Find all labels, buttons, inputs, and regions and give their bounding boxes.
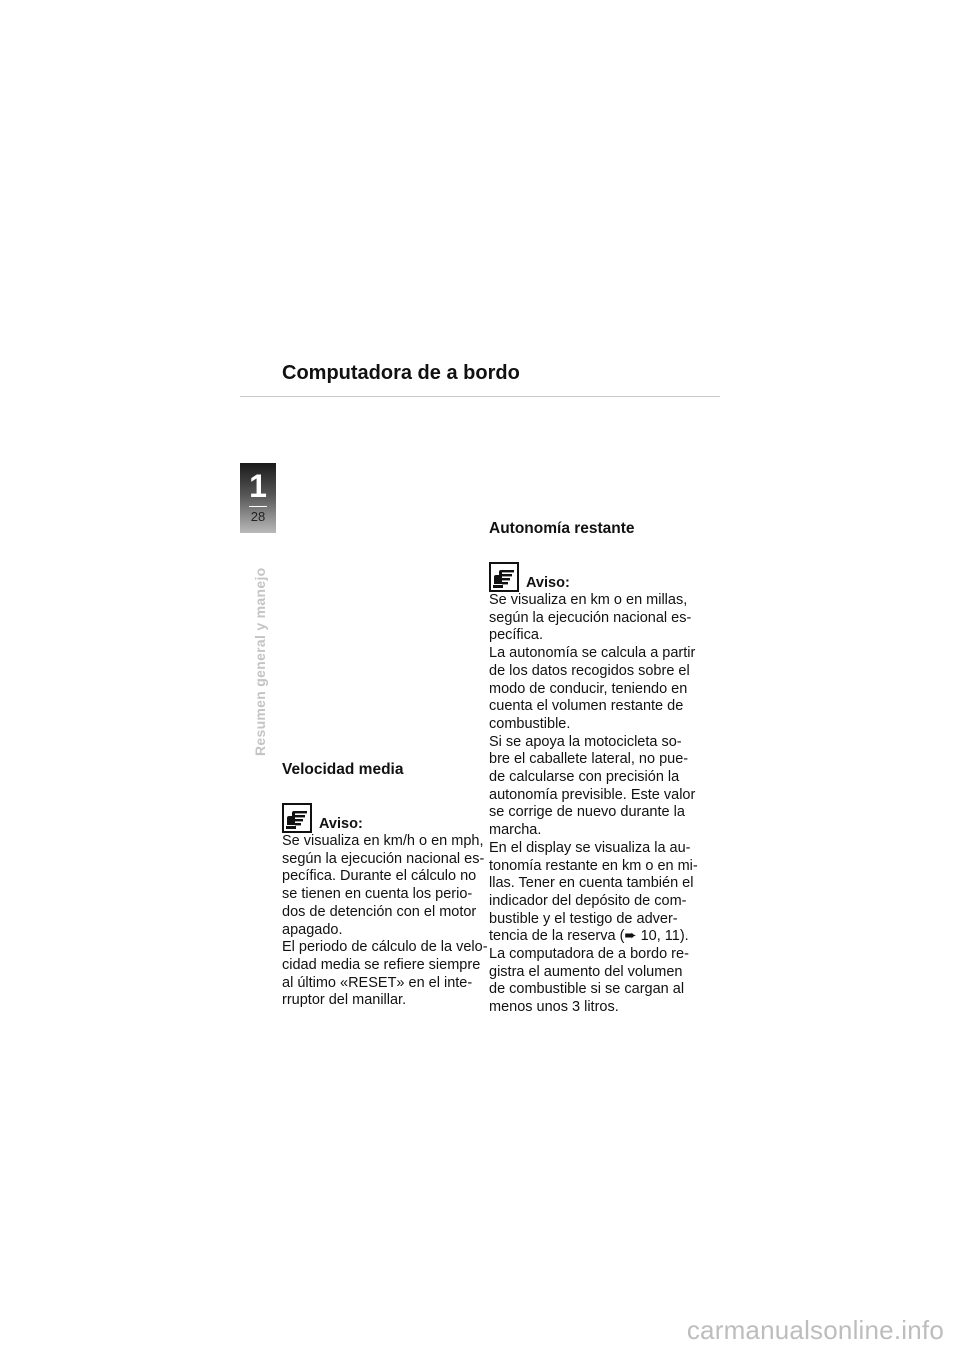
text-line: combustible.	[489, 715, 571, 732]
text-line: bre el caballete lateral, no pue-	[489, 751, 689, 768]
text-line: cuenta el volumen restante de	[489, 698, 684, 715]
notice-block	[282, 803, 492, 833]
text-line: pecífica. Durante el cálculo no	[282, 868, 477, 885]
chapter-divider	[249, 506, 267, 507]
chapter-number: 1	[249, 468, 267, 504]
text-line: indicador del depósito de com-	[489, 892, 687, 909]
notice-hand-icon	[489, 562, 519, 592]
section-body	[282, 833, 492, 1010]
text-line: al último «RESET» en el inte-	[282, 974, 473, 991]
text-line: de los datos recogidos sobre el	[489, 662, 690, 679]
page-number: 28	[250, 509, 266, 524]
text-line: tonomía restante en km o en mi-	[489, 857, 698, 874]
title-divider	[240, 396, 720, 397]
notice-label: Aviso:	[319, 816, 363, 832]
text-line: dos de detención con el motor	[282, 903, 477, 920]
text-line: cidad media se refiere siempre	[282, 956, 481, 973]
text-line: modo de conducir, teniendo en	[489, 680, 688, 697]
text-line: Se visualiza en km/h o en mph,	[282, 833, 484, 849]
notice-label: Aviso:	[526, 575, 570, 591]
section-body	[489, 592, 699, 1017]
text-line: de calcularse con precisión la	[489, 769, 680, 786]
notice-block	[489, 562, 699, 592]
text-line: según la ejecución nacional es-	[489, 609, 692, 626]
text-line: La computadora de a bordo re-	[489, 946, 689, 963]
text-line: llas. Tener en cuenta también el	[489, 875, 694, 892]
text-line: rruptor del manillar.	[282, 992, 407, 1009]
text-line: gistra el aumento del volumen	[489, 963, 683, 980]
notice-hand-icon	[282, 803, 312, 833]
text-line: apagado.	[282, 921, 343, 938]
text-line: menos unos 3 litros.	[489, 999, 619, 1016]
text-line: tencia de la reserva (➨ 10, 11).	[489, 928, 689, 945]
text-line: bustible y el testigo de adver-	[489, 910, 678, 927]
watermark: carmanualsonline.info	[686, 1315, 944, 1345]
section-heading: Autonomía restante	[489, 520, 635, 537]
section-heading: Velocidad media	[282, 761, 404, 778]
text-line: pecífica.	[489, 627, 543, 644]
text-line: de combustible si se cargan al	[489, 981, 685, 998]
text-line: Si se apoya la motocicleta so-	[489, 733, 682, 750]
text-line: Se visualiza en km o en millas,	[489, 592, 688, 608]
chapter-tab	[240, 463, 276, 533]
text-line: El periodo de cálculo de la velo-	[282, 939, 488, 956]
text-line: se corrige de nuevo durante la	[489, 804, 685, 821]
page-title: Computadora de a bordo	[282, 362, 520, 384]
text-line: En el display se visualiza la au-	[489, 839, 691, 856]
text-line: La autonomía se calcula a partir	[489, 645, 696, 662]
text-line: marcha.	[489, 822, 542, 839]
chapter-side-label: Resumen general y manejo	[252, 567, 268, 756]
section-velocidad-media	[282, 760, 492, 1010]
text-line: autonomía previsible. Este valor	[489, 786, 696, 803]
section-autonomia-restante	[489, 519, 699, 1017]
text-line: según la ejecución nacional es-	[282, 850, 485, 867]
text-line: se tienen en cuenta los perio-	[282, 886, 473, 903]
